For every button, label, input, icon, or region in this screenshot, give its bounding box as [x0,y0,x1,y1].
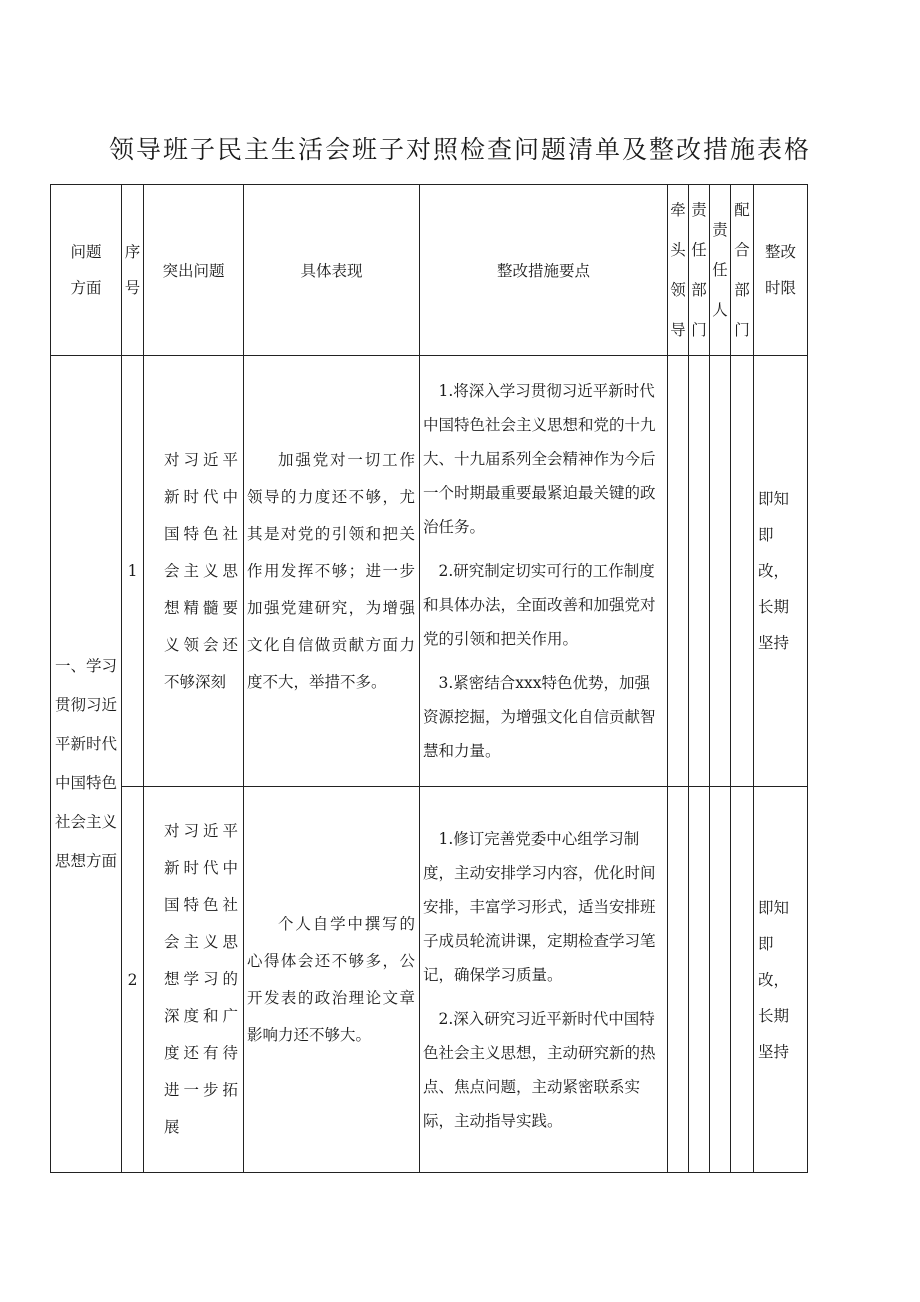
issue-cell: 对习近平新时代中国特色社会主义思想学习的深度和广度还有待进一步拓展 [144,787,244,1173]
header-measures: 整改措施要点 [420,185,668,356]
dept-cell [689,787,710,1173]
header-row [51,185,808,356]
header-lead: 牵 头 领 导 [668,185,689,356]
measure-item: 1.将深入学习贯彻习近平新时代中国特色社会主义思想和党的十九大、十九届系列全会精神作为今后一个时期最重要最紧迫最关键的政治任务。 [423,382,656,536]
header-deadline: 整改 时限 [754,185,808,356]
header-issue: 突出问题 [144,185,244,356]
header-dept: 责 任 部 门 [689,185,710,356]
deadline-cell: 即知即改，长期坚持 [754,356,808,787]
header-detail: 具体表现 [244,185,420,356]
measure-item: 2.深入研究习近平新时代中国特色社会主义思想，主动研究新的热点、焦点问题，主动紧密联系实际，主动指导实践。 [423,1009,656,1130]
aspect-cell: 一、学习贯彻习近平新时代中国特色社会主义思想方面 [51,356,122,1173]
dept-cell [689,356,710,787]
detail-cell: 个人自学中撰写的心得体会还不够多，公开发表的政治理论文章影响力还不够大。 [244,787,420,1173]
seq-cell: 2 [122,787,144,1173]
table-row [51,787,808,1173]
deadline-cell: 即知即改，长期坚持 [754,787,808,1173]
header-person: 责 任 人 [710,185,731,356]
seq-cell: 1 [122,356,144,787]
measure-item: 1.修订完善党委中心组学习制度，主动安排学习内容，优化时间安排，丰富学习形式，适当安排班子成员轮流讲课，定期检查学习笔记，确保学习质量。 [423,829,656,984]
header-seq: 序 号 [122,185,144,356]
issue-cell: 对习近平新时代中国特色社会主义思想精髓要义领会还不够深刻 [144,356,244,787]
rectification-table [50,184,808,1173]
measures-cell [420,356,668,787]
lead-cell [668,356,689,787]
measures-cell [420,787,668,1173]
coop-cell [731,787,754,1173]
lead-cell [668,787,689,1173]
page-title: 领导班子民主生活会班子对照检查问题清单及整改措施表格 [108,135,811,164]
measure-item: 2.研究制定切实可行的工作制度和具体办法，全面改善和加强党对党的引领和把关作用。 [423,562,656,648]
detail-cell: 加强党对一切工作领导的力度还不够，尤其是对党的引领和把关作用发挥不够；进一步加强党建研究，为增强文化自信做贡献方面力度不大，举措不多。 [244,356,420,787]
person-cell [710,787,731,1173]
measure-item: 3.紧密结合xxx特色优势，加强资源挖掘，为增强文化自信贡献智慧和力量。 [423,674,656,760]
table-row [51,356,808,787]
person-cell [710,356,731,787]
header-aspect: 问题 方面 [51,185,122,356]
coop-cell [731,356,754,787]
header-coop: 配 合 部 门 [731,185,754,356]
